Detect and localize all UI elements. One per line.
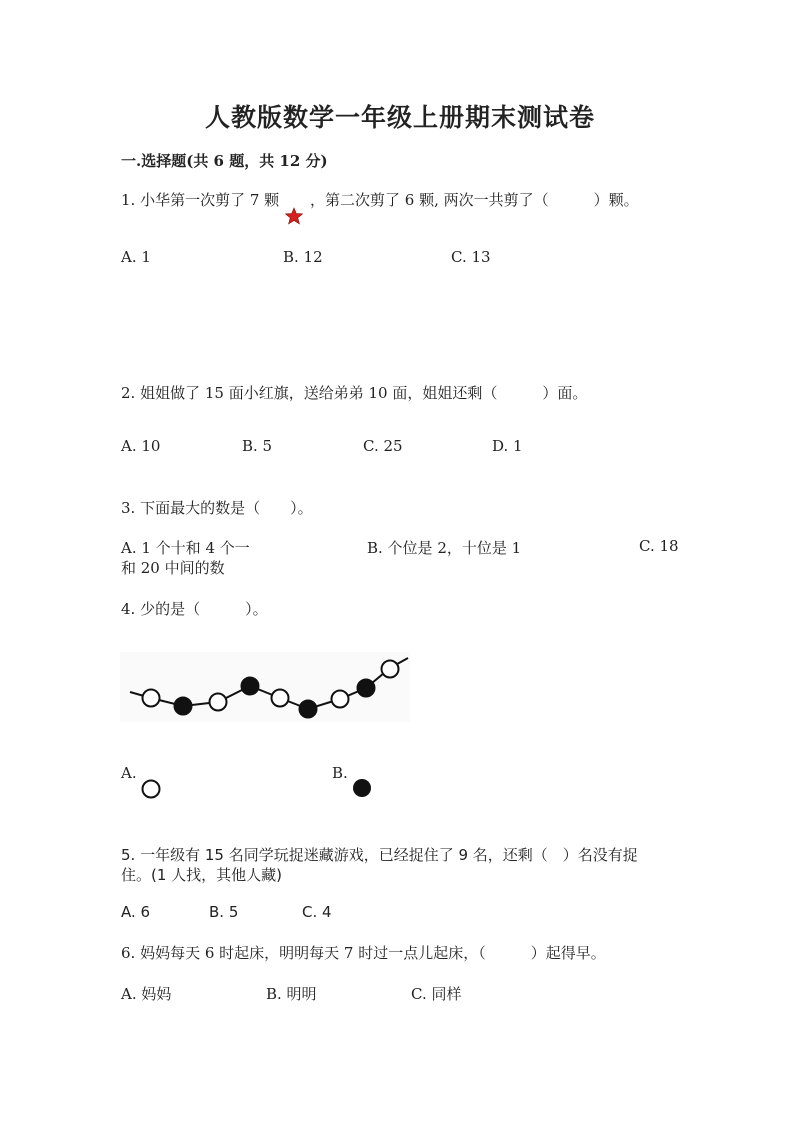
q2-option-c[interactable]: C. 25 [363,437,403,455]
black-bead-icon [351,777,373,799]
q3-option-a-wrap: 和 20 中间的数 [121,559,225,577]
question-6-text: 6. 妈妈每天 6 时起床，明明每天 7 时过一点儿起床，（ ）起得早。 [121,944,606,962]
white-bead-icon [140,778,162,800]
q4-option-a[interactable]: A. [121,764,137,782]
bead-string-figure [120,652,410,722]
question-5-text-line2: 住。(1 人找，其他人藏) [121,866,283,884]
q3-option-a[interactable]: A. 1 个十和 4 个一 [121,539,250,557]
section-heading: 一.选择题(共 6 题，共 12 分) [121,152,328,170]
question-5-text-line1: 5. 一年级有 15 名同学玩捉迷藏游戏，已经捉住了 9 名，还剩（ ）名没有捉 [121,846,638,864]
question-1-text-part2: ，第二次剪了 6 颗, 两次一共剪了（ ）颗。 [310,191,639,209]
q2-option-a[interactable]: A. 10 [121,437,161,455]
q4-option-b[interactable]: B. [332,764,348,782]
q1-option-b[interactable]: B. 12 [283,248,323,266]
q6-option-a[interactable]: A. 妈妈 [121,985,172,1003]
q6-option-b[interactable]: B. 明明 [266,985,317,1003]
q2-option-d[interactable]: D. 1 [492,437,523,455]
q5-option-b[interactable]: B. 5 [209,903,239,921]
star-icon [285,207,303,225]
q5-option-c[interactable]: C. 4 [302,903,332,921]
question-1-text-part1: 1. 小华第一次剪了 7 颗 [121,191,280,209]
q5-option-a[interactable]: A. 6 [121,903,151,921]
question-2-text: 2. 姐姐做了 15 面小红旗，送给弟弟 10 面，姐姐还剩（ ）面。 [121,384,588,402]
page-title: 人教版数学一年级上册期末测试卷 [204,103,595,132]
q1-option-a[interactable]: A. 1 [121,248,151,266]
q3-option-b[interactable]: B. 个位是 2，十位是 1 [367,539,522,557]
q6-option-c[interactable]: C. 同样 [411,985,462,1003]
q3-option-c[interactable]: C. 18 [639,537,679,555]
question-4-text: 4. 少的是（ ）。 [121,600,268,618]
q1-option-c[interactable]: C. 13 [451,248,491,266]
q2-option-b[interactable]: B. 5 [242,437,273,455]
question-3-text: 3. 下面最大的数是（ ）。 [121,499,313,517]
